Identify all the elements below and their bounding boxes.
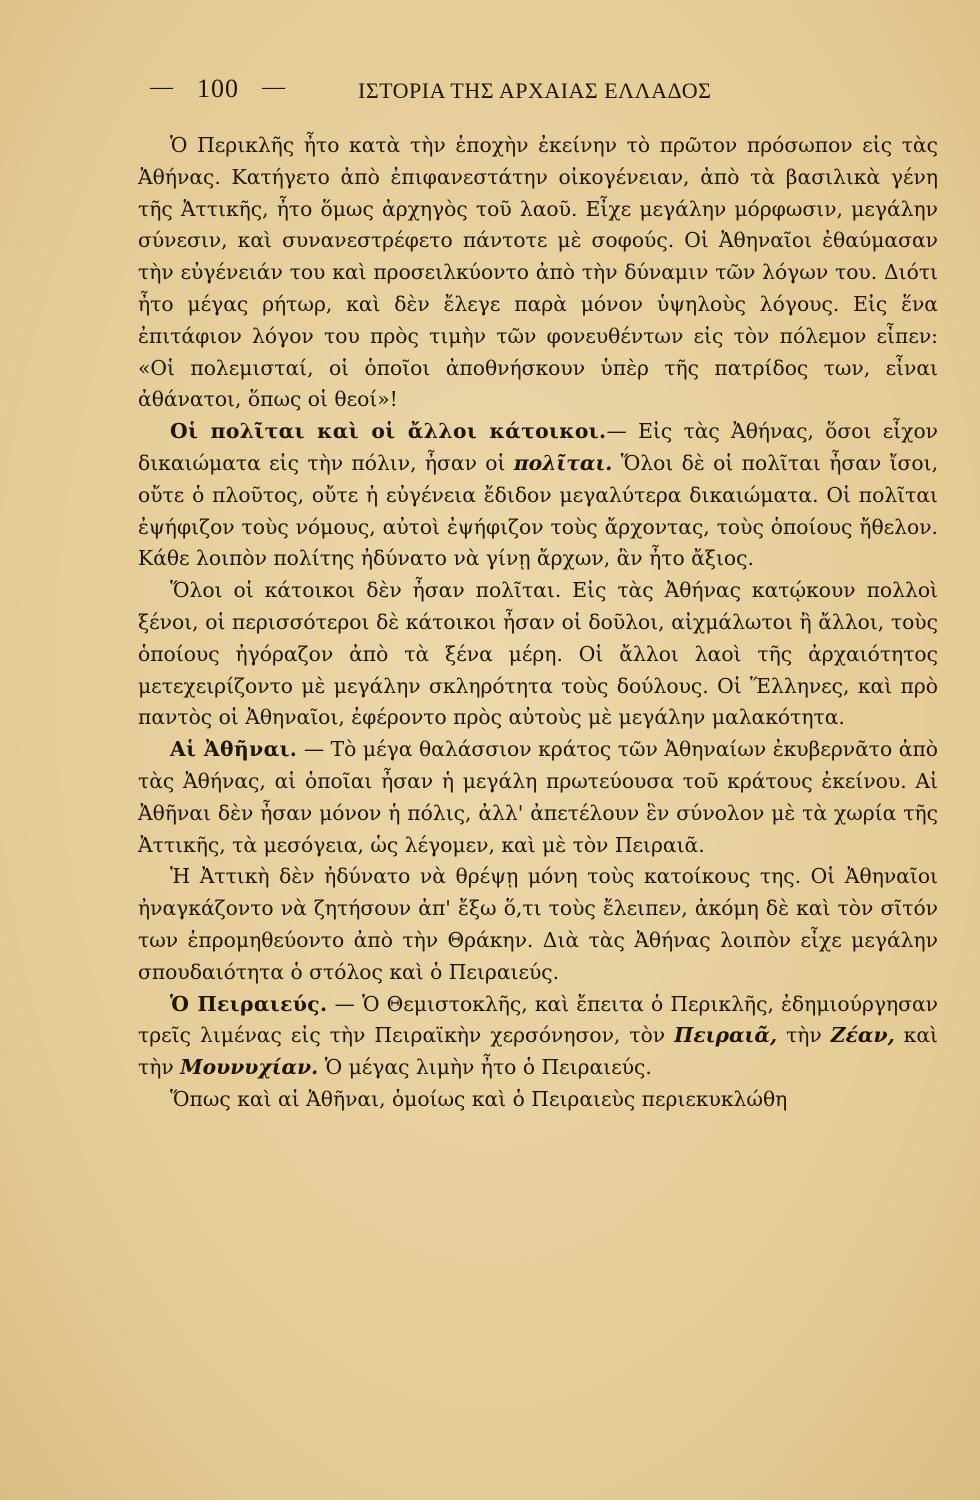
text-run: Ὁ μέγας λιμὴν ἦτο ὁ Πειραιεύς. <box>324 1055 652 1080</box>
text-run: Τὸ μέγα θαλάσσιον κράτος τῶν Ἀθηναίων ἐκυβερνᾶτο ἀπὸ τὰς Ἀθήνας, αἱ ὁποῖαι ἦσαν ἡ μεγάλη πρωτεύουσα τοῦ κράτους ἐκείνου. Αἱ Ἀθῆναι δὲν ἦσαν μόνον ἡ πόλις, ἀλλ' ἀπετέλουν ἓν σύνολον μὲ τὰ χωρία τῆς Ἀττικῆς, τὰ μεσόγεια, ὡς λέγομεν, καὶ μὲ τὸν Πειραιᾶ. <box>138 737 939 857</box>
paragraph-attica: Ἡ Ἀττικὴ δὲν ἠδύνατο νὰ θρέψῃ μόνη τοὺς κατοίκους της. Οἱ Ἀθηναῖοι ἠναγκάζοντο νὰ ζητήσουν ἀπ' ἔξω ὅ,τι τοὺς ἔλειπεν, ἀκόμη δὲ καὶ τὸν σῖτόν των ἐπρομηθεύοντο ἀπὸ τὴν Θράκην. Διὰ τὰς Ἀθήνας λοιπὸν εἶχε μεγάλην σπουδαιότητα ὁ στόλος καὶ ὁ Πειραιεύς. <box>138 864 938 984</box>
paragraph-athens <box>138 734 938 861</box>
page-number: 100 <box>197 74 239 103</box>
heading-dash: — <box>606 419 627 444</box>
paragraph-inhabitants: Ὅλοι οἱ κάτοικοι δὲν ἦσαν πολῖται. Εἰς τὰς Ἀθήνας κατῴκουν πολλοὶ ξένοι, οἱ περισσότεροι δὲ κάτοικοι ἦσαν οἱ δοῦλοι, αἰχμάλωτοι ἢ ἄλλοι, τοὺς ὁποίους ἠγόραζον ἀπὸ τὰ ξένα μέρη. Οἱ ἄλλοι λαοὶ τῆς ἀρχαιότητος μετεχειρίζοντο μὲ μεγάλην σκληρότητα τοὺς δούλους. Οἱ Ἕλληνες, καὶ πρὸ παντὸς οἱ Ἀθηναῖοι, ἐφέροντο πρὸς αὐτοὺς μὲ μεγάλην μαλακότητα. <box>138 578 938 730</box>
header-dash-left: — <box>150 74 174 99</box>
section-heading-citizens: Οἱ πολῖται καὶ οἱ ἄλλοι κάτοικοι. <box>170 419 607 444</box>
emphasized-term: πολῖται. <box>513 450 613 475</box>
book-title: ΙΣΤΟΡΙΑ ΤΗΣ ΑΡΧΑΙΑΣ ΕΛΛΑΔΟΣ <box>358 78 712 103</box>
text-run: τὴν <box>786 1023 822 1048</box>
heading-dash: — <box>334 991 355 1016</box>
emphasized-term: Ζέαν, <box>830 1023 895 1048</box>
paragraph-piraeus <box>138 989 938 1084</box>
header-dash-right: — <box>262 74 286 99</box>
heading-dash: — <box>303 737 325 762</box>
running-header <box>140 70 840 110</box>
text-run: καὶ τὴν <box>138 1023 938 1080</box>
text-run: Ὅλοι δὲ οἱ πολῖται ἦσαν ἴσοι, οὔτε ὁ πλοῦτος, οὔτε ἡ εὐγένεια ἔδιδον μεγαλύτερα δικαιώματα. Οἱ πολῖται ἐψήφιζον τοὺς νόμους, αὐτοὶ ἐψήφιζον τοὺς ἄρχοντας, τοὺς ὁποίους ἤθελον. Κάθε λοιπὸν πολίτης ἠδύνατο νὰ γίνῃ ἄρχων, ἂν ἦτο ἄξιος. <box>138 450 939 571</box>
text-run: Ὁ Θεμιστοκλῆς, καὶ ἔπειτα ὁ Περικλῆς, ἐδημιούργησαν τρεῖς λιμένας εἰς τὴν Πειραϊκὴν χερσόνησον, τὸν <box>138 991 939 1048</box>
page-body <box>138 130 938 1116</box>
emphasized-term: Μουνυχίαν. <box>180 1055 319 1080</box>
paragraph-citizens <box>138 416 938 575</box>
paragraph-walls: Ὅπως καὶ αἱ Ἀθῆναι, ὁμοίως καὶ ὁ Πειραιεὺς περιεκυκλώθη <box>170 1086 788 1111</box>
paragraph-pericles: Ὁ Περικλῆς ἦτο κατὰ τὴν ἐποχὴν ἐκείνην τὸ πρῶτον πρόσωπον εἰς τὰς Ἀθήνας. Κατήγετο ἀπὸ ἐπιφανεστάτην οἰκογένειαν, ἀπὸ τὰ βασιλικὰ γένη τῆς Ἀττικῆς, ἦτο ὅμως ἀρχηγὸς τοῦ λαοῦ. Εἶχε μεγάλην μόρφωσιν, μεγάλην σύνεσιν, καὶ συνανεστρέφετο πάντοτε μὲ σοφούς. Οἱ Ἀθηναῖοι ἐθαύμασαν τὴν εὐγένειάν του καὶ προσειλκύοντο ἀπὸ τὴν δύναμιν τῶν λόγων του. Διότι ἦτο μέγας ρήτωρ, καὶ δὲν ἔλεγε παρὰ μόνον ὑψηλοὺς λόγους. Εἰς ἕνα ἐπιτάφιον λόγον του πρὸς τιμὴν τῶν φονευθέντων εἰς τὸν πόλεμον εἶπεν: «Οἱ πολεμισταί, οἱ ὁποῖοι ἀποθνήσκουν ὑπὲρ τῆς πατρίδος των, εἶναι ἀθάνατοι, ὅπως οἱ θεοί»! <box>138 133 938 412</box>
section-heading-athens: Αἱ Ἀθῆναι. <box>170 737 298 762</box>
text-run: Εἰς τὰς Ἀθήνας, ὅσοι εἶχον δικαιώματα εἰς τὴν πόλιν, ἦσαν οἱ <box>138 419 938 475</box>
section-heading-piraeus: Ὁ Πειραιεύς. <box>170 991 328 1016</box>
emphasized-term: Πειραιᾶ, <box>674 1023 778 1048</box>
